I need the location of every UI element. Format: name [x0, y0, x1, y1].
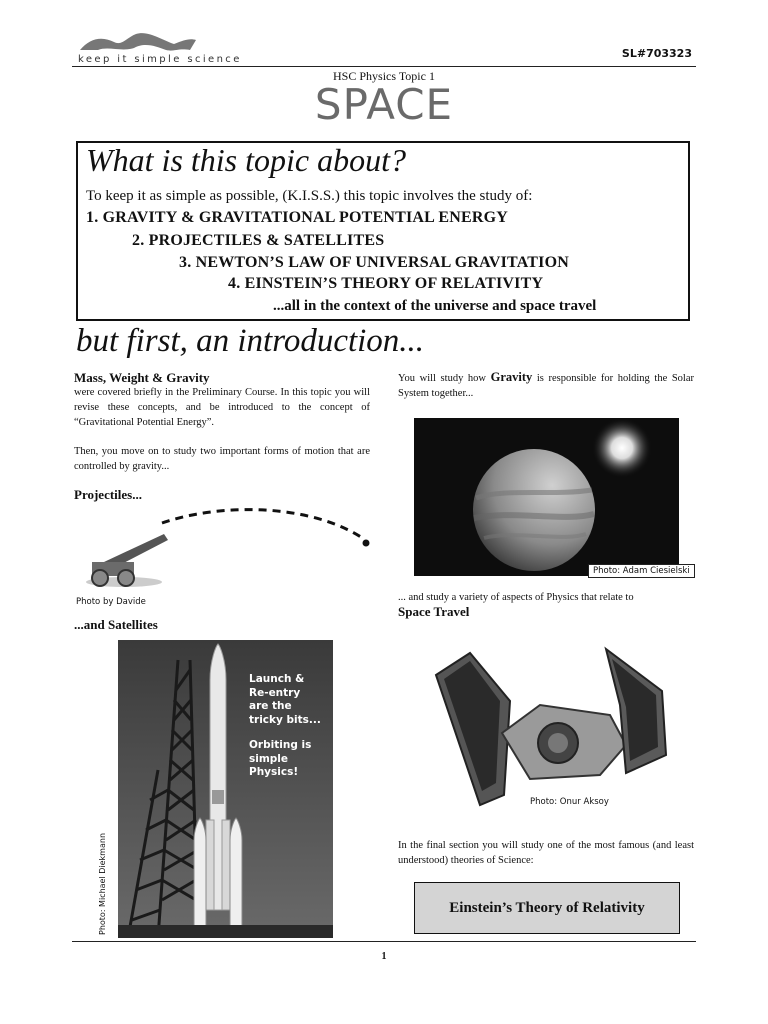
relativity-callout-box: Einstein’s Theory of Relativity [414, 882, 680, 934]
mass-weight-gravity-paragraph: were covered briefly in the Preliminary Course. In this topic you will revise these concepts, and be introduced to the concept of “Gravitational Potential Energy”. [74, 387, 370, 428]
topic-item: 1. GRAVITY & GRAVITATIONAL POTENTIAL ENERGY [86, 209, 509, 226]
space-travel-heading: Space Travel [398, 604, 470, 619]
topic-line: HSC Physics Topic 1 [333, 69, 435, 83]
topic-box-heading: What is this topic about? [86, 142, 406, 178]
page-number: 1 [381, 951, 387, 962]
motion-paragraph: Then, you move on to study two important forms of motion that are controlled by gravity... [74, 446, 370, 472]
gravity-paragraph: You will study how Gravity is responsible for holding the Solar System together... [398, 370, 694, 399]
photo-credit: Photo: Onur Aksoy [530, 797, 609, 807]
photo-credit: Photo by Davide [76, 597, 146, 607]
orbiting-caption: Orbiting is simple Physics! [249, 739, 312, 778]
satellites-heading: ...and Satellites [74, 617, 158, 632]
cannon-image [84, 528, 176, 590]
photo-credit: Photo: Michael Diekmann [98, 832, 107, 935]
topic-item: 2. PROJECTILES & SATELLITES [132, 232, 385, 249]
mass-weight-gravity-heading: Mass, Weight & Gravity [74, 370, 210, 385]
planet-photo [414, 418, 679, 576]
spaceship-image [430, 645, 670, 820]
logo-text: keep it simple science [78, 54, 242, 65]
topic-item: 3. NEWTON’S LAW OF UNIVERSAL GRAVITATION [179, 254, 570, 271]
topic-item: 4. EINSTEIN’S THEORY OF RELATIVITY [228, 275, 544, 292]
final-section-paragraph: In the final section you will study one of the most famous (and least understood) theories of Science: [398, 840, 694, 866]
page-title: SPACE [314, 80, 454, 129]
context-line: ...all in the context of the universe and space travel [273, 298, 597, 314]
intro-heading: but first, an introduction... [76, 323, 425, 359]
photo-credit: Photo: Adam Ciesielski [588, 564, 695, 578]
footer-rule [72, 941, 696, 942]
topic-box-intro: To keep it as simple as possible, (K.I.S.S.) this topic involves the study of: [86, 188, 533, 204]
sl-number: SL#703323 [621, 47, 692, 60]
projectiles-heading: Projectiles... [74, 487, 142, 502]
launch-reentry-caption: Launch & Re-entry are the tricky bits... [249, 673, 321, 726]
space-travel-paragraph: ... and study a variety of aspects of Physics that relate to [398, 592, 634, 603]
trajectory-curve [160, 505, 380, 550]
header-rule [72, 66, 696, 67]
